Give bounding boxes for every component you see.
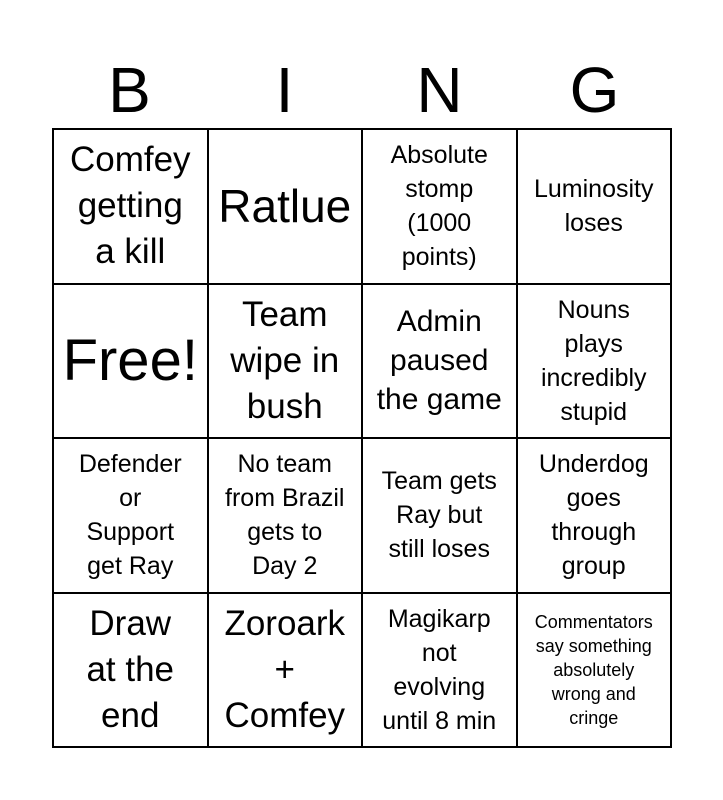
header-letter-b: B — [108, 54, 151, 126]
header-letter-n: N — [416, 54, 463, 126]
bingo-cell-text: Absolute stomp (1000 points) — [390, 141, 488, 272]
header-letter-i: I — [275, 54, 294, 126]
bingo-cell-text: Comfey getting a kill — [69, 140, 191, 272]
bingo-cell[interactable] — [54, 439, 209, 594]
free-space-text: Free! — [62, 327, 198, 393]
bingo-cell-text: Team wipe in bush — [230, 294, 340, 426]
bingo-cell-text: Admin paused the game — [376, 305, 502, 417]
free-space-cell[interactable] — [54, 285, 209, 440]
bingo-cell[interactable] — [209, 439, 364, 594]
bingo-header — [52, 52, 672, 128]
bingo-cell[interactable] — [518, 439, 673, 594]
bingo-cell[interactable] — [363, 130, 518, 285]
bingo-cell[interactable] — [518, 285, 673, 440]
bingo-cell[interactable] — [209, 285, 364, 440]
bingo-cell[interactable] — [518, 594, 673, 749]
bingo-cell-text: Commentators say something absolutely wrong and cringe — [534, 611, 653, 728]
bingo-cell-text: Magikarp not evolving until 8 min — [382, 604, 497, 735]
bingo-cell-text: No team from Brazil gets to Day 2 — [225, 450, 345, 581]
bingo-cell[interactable] — [209, 594, 364, 749]
bingo-cell-text: Defender or Support get Ray — [78, 450, 182, 581]
bingo-cell[interactable] — [518, 130, 673, 285]
header-letter-g: G — [569, 54, 620, 126]
bingo-cell-text: Luminosity loses — [534, 175, 654, 238]
bingo-cell-text: Team gets Ray but still loses — [381, 467, 497, 564]
bingo-cell-text: Underdog goes through group — [538, 450, 649, 581]
bingo-cell[interactable] — [54, 130, 209, 285]
bingo-cell[interactable] — [363, 439, 518, 594]
bingo-board — [52, 128, 672, 748]
bingo-cell[interactable] — [209, 130, 364, 285]
bingo-cell[interactable] — [363, 594, 518, 749]
bingo-cell[interactable] — [363, 285, 518, 440]
bingo-cell-text: Nouns plays incredibly stupid — [540, 295, 647, 426]
bingo-cell-text: Draw at the end — [86, 603, 175, 735]
bingo-cell-text: Zoroark + Comfey — [224, 603, 346, 735]
bingo-cell[interactable] — [54, 594, 209, 749]
bingo-cell-text: Ratlue — [218, 180, 352, 233]
